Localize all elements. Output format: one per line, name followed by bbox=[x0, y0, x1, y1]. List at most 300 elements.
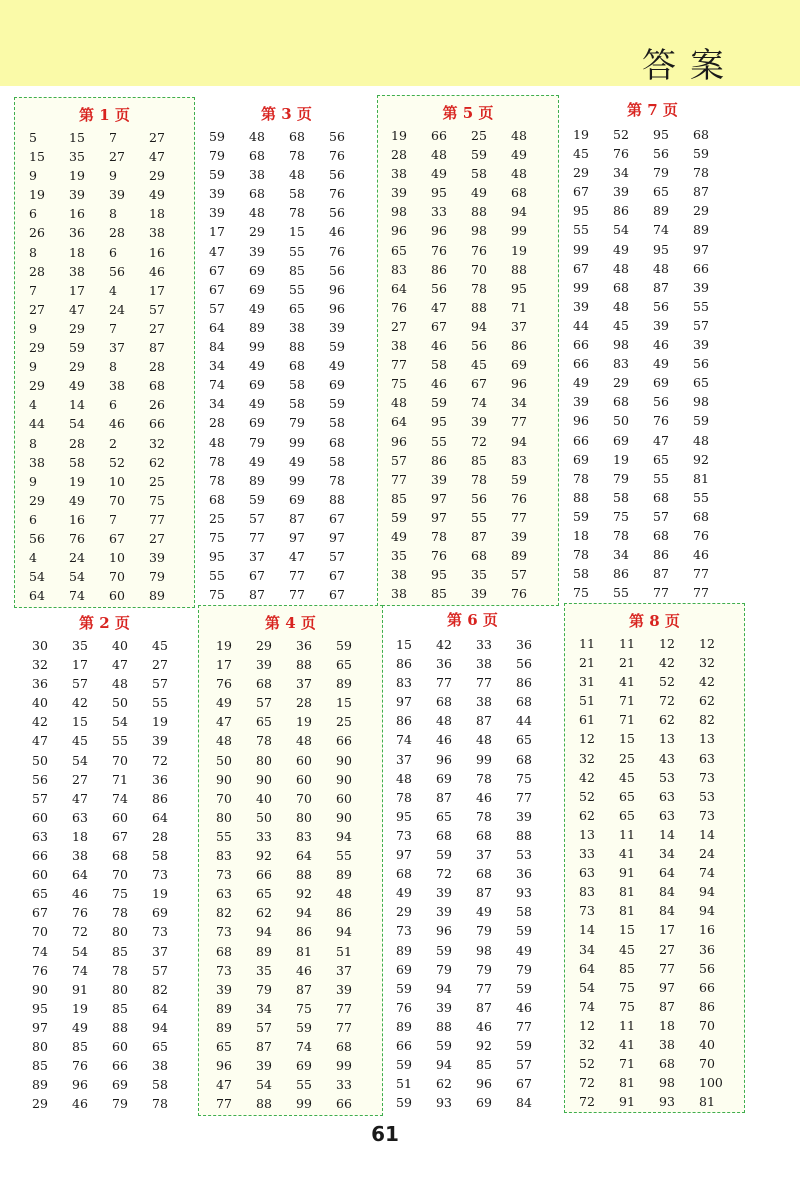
answer-value: 24 bbox=[699, 846, 715, 862]
answer-value: 73 bbox=[579, 903, 595, 919]
answer-value: 59 bbox=[391, 509, 407, 525]
answer-value: 19 bbox=[391, 128, 407, 143]
answer-value: 55 bbox=[653, 470, 669, 486]
answer-value: 60 bbox=[112, 1038, 128, 1054]
answer-value: 76 bbox=[431, 242, 447, 258]
answer-value: 39 bbox=[391, 185, 407, 201]
answer-value: 59 bbox=[209, 129, 225, 144]
answer-value: 19 bbox=[69, 473, 85, 489]
answer-value: 88 bbox=[112, 1019, 128, 1035]
answer-value: 47 bbox=[216, 714, 232, 730]
answer-value: 70 bbox=[112, 867, 128, 883]
answer-value: 57 bbox=[152, 962, 168, 978]
answer-value: 28 bbox=[109, 225, 125, 241]
answer-value: 73 bbox=[152, 867, 168, 883]
answer-value: 59 bbox=[396, 980, 412, 996]
answer-value: 99 bbox=[573, 279, 589, 295]
answer-value: 35 bbox=[72, 638, 88, 653]
answer-value: 78 bbox=[289, 148, 305, 164]
answer-value: 86 bbox=[296, 924, 312, 940]
answer-value: 28 bbox=[152, 828, 168, 844]
answer-value: 29 bbox=[256, 638, 272, 653]
answer-value: 57 bbox=[516, 1057, 532, 1073]
answer-value: 88 bbox=[289, 339, 305, 355]
answer-value: 77 bbox=[693, 566, 709, 582]
answer-value: 30 bbox=[32, 638, 48, 653]
answer-value: 79 bbox=[436, 961, 452, 977]
answer-value: 62 bbox=[256, 905, 272, 921]
answer-value: 39 bbox=[256, 1058, 272, 1074]
answer-value: 7 bbox=[29, 282, 37, 298]
answer-value: 39 bbox=[436, 904, 452, 920]
answer-value: 44 bbox=[573, 317, 589, 333]
answer-value: 49 bbox=[573, 375, 589, 391]
answer-value: 67 bbox=[431, 318, 447, 334]
answer-value: 75 bbox=[516, 770, 532, 786]
answer-grid bbox=[573, 125, 733, 602]
answer-value: 65 bbox=[256, 714, 272, 730]
answer-panel-p5 bbox=[377, 95, 559, 606]
answer-value: 94 bbox=[152, 1019, 168, 1035]
answer-value: 59 bbox=[209, 167, 225, 183]
answer-value: 98 bbox=[476, 942, 492, 958]
answer-value: 72 bbox=[659, 693, 675, 709]
answer-value: 76 bbox=[32, 962, 48, 978]
answer-value: 99 bbox=[573, 241, 589, 257]
answer-value: 87 bbox=[289, 510, 305, 526]
answer-value: 72 bbox=[436, 866, 452, 882]
answer-value: 68 bbox=[336, 1038, 352, 1054]
answer-value: 29 bbox=[69, 320, 85, 336]
answer-value: 88 bbox=[573, 489, 589, 505]
answer-value: 49 bbox=[391, 528, 407, 544]
answer-value: 40 bbox=[112, 638, 128, 653]
answer-value: 48 bbox=[613, 260, 629, 276]
answer-value: 76 bbox=[511, 586, 527, 602]
answer-value: 99 bbox=[336, 1058, 352, 1074]
answer-value: 37 bbox=[109, 340, 125, 356]
answer-value: 14 bbox=[579, 922, 595, 938]
answer-value: 48 bbox=[391, 395, 407, 411]
answer-value: 58 bbox=[152, 848, 168, 864]
answer-value: 25 bbox=[149, 473, 165, 489]
answer-value: 39 bbox=[69, 187, 85, 203]
answer-value: 39 bbox=[573, 394, 589, 410]
answer-value: 49 bbox=[249, 453, 265, 469]
answer-value: 12 bbox=[579, 731, 595, 747]
answer-value: 89 bbox=[653, 203, 669, 219]
answer-value: 79 bbox=[209, 148, 225, 164]
answer-value: 58 bbox=[613, 489, 629, 505]
answer-value: 68 bbox=[476, 827, 492, 843]
answer-value: 68 bbox=[396, 866, 412, 882]
answer-value: 12 bbox=[699, 636, 715, 651]
answer-value: 46 bbox=[109, 416, 125, 432]
answer-value: 34 bbox=[209, 396, 225, 412]
answer-value: 60 bbox=[112, 809, 128, 825]
answer-value: 77 bbox=[511, 509, 527, 525]
answer-value: 49 bbox=[289, 453, 305, 469]
answer-value: 14 bbox=[659, 826, 675, 842]
answer-value: 10 bbox=[109, 473, 125, 489]
answer-value: 99 bbox=[249, 339, 265, 355]
answer-value: 99 bbox=[289, 472, 305, 488]
answer-value: 87 bbox=[249, 587, 265, 603]
answer-value: 76 bbox=[471, 242, 487, 258]
answer-value: 57 bbox=[391, 452, 407, 468]
answer-value: 56 bbox=[516, 656, 532, 672]
answer-value: 69 bbox=[476, 1095, 492, 1111]
answer-value: 81 bbox=[619, 903, 635, 919]
answer-value: 19 bbox=[72, 1000, 88, 1016]
answer-value: 49 bbox=[329, 358, 345, 374]
answer-value: 49 bbox=[249, 396, 265, 412]
answer-value: 94 bbox=[336, 828, 352, 844]
answer-value: 60 bbox=[296, 752, 312, 768]
answer-value: 27 bbox=[659, 941, 675, 957]
answer-value: 48 bbox=[249, 129, 265, 144]
answer-value: 46 bbox=[431, 338, 447, 354]
answer-value: 68 bbox=[436, 827, 452, 843]
answer-value: 98 bbox=[659, 1075, 675, 1091]
answer-value: 97 bbox=[693, 241, 709, 257]
answer-value: 85 bbox=[72, 1038, 88, 1054]
answer-value: 38 bbox=[289, 319, 305, 335]
answer-value: 54 bbox=[112, 714, 128, 730]
answer-value: 87 bbox=[653, 566, 669, 582]
answer-value: 89 bbox=[256, 943, 272, 959]
answer-value: 78 bbox=[209, 472, 225, 488]
answer-value: 89 bbox=[693, 222, 709, 238]
answer-value: 57 bbox=[653, 508, 669, 524]
answer-value: 68 bbox=[613, 394, 629, 410]
answer-value: 57 bbox=[32, 790, 48, 806]
answer-value: 95 bbox=[431, 567, 447, 583]
answer-value: 86 bbox=[336, 905, 352, 921]
answer-value: 6 bbox=[109, 397, 117, 413]
answer-value: 57 bbox=[72, 676, 88, 692]
answer-value: 69 bbox=[396, 961, 412, 977]
answer-value: 78 bbox=[693, 165, 709, 181]
answer-value: 94 bbox=[699, 884, 715, 900]
answer-value: 28 bbox=[29, 263, 45, 279]
answer-value: 84 bbox=[516, 1095, 532, 1111]
answer-value: 95 bbox=[511, 280, 527, 296]
answer-value: 67 bbox=[471, 376, 487, 392]
answer-value: 39 bbox=[216, 981, 232, 997]
answer-value: 62 bbox=[149, 454, 165, 470]
answer-value: 49 bbox=[69, 492, 85, 508]
answer-value: 86 bbox=[613, 566, 629, 582]
answer-value: 98 bbox=[693, 394, 709, 410]
answer-value: 71 bbox=[619, 1056, 635, 1072]
answer-value: 6 bbox=[29, 511, 37, 527]
answer-value: 86 bbox=[653, 547, 669, 563]
answer-value: 48 bbox=[693, 432, 709, 448]
answer-value: 71 bbox=[619, 693, 635, 709]
answer-value: 87 bbox=[256, 1038, 272, 1054]
answer-value: 76 bbox=[511, 490, 527, 506]
answer-value: 56 bbox=[32, 771, 48, 787]
answer-value: 97 bbox=[659, 979, 675, 995]
answer-value: 36 bbox=[296, 638, 312, 653]
answer-value: 78 bbox=[471, 280, 487, 296]
answer-value: 45 bbox=[613, 317, 629, 333]
answer-value: 52 bbox=[613, 127, 629, 142]
answer-value: 39 bbox=[511, 528, 527, 544]
answer-value: 35 bbox=[256, 962, 272, 978]
answer-value: 51 bbox=[579, 693, 595, 709]
answer-value: 9 bbox=[29, 320, 37, 336]
answer-value: 76 bbox=[72, 1058, 88, 1074]
answer-value: 86 bbox=[699, 998, 715, 1014]
answer-value: 64 bbox=[296, 848, 312, 864]
answer-value: 77 bbox=[436, 675, 452, 691]
answer-value: 64 bbox=[391, 280, 407, 296]
answer-value: 73 bbox=[396, 923, 412, 939]
answer-value: 44 bbox=[29, 416, 45, 432]
answer-value: 79 bbox=[653, 165, 669, 181]
answer-value: 36 bbox=[516, 866, 532, 882]
answer-value: 37 bbox=[152, 943, 168, 959]
answer-value: 80 bbox=[112, 981, 128, 997]
answer-value: 41 bbox=[619, 846, 635, 862]
answer-value: 39 bbox=[436, 999, 452, 1015]
answer-value: 35 bbox=[391, 548, 407, 564]
answer-value: 16 bbox=[69, 511, 85, 527]
answer-value: 48 bbox=[336, 886, 352, 902]
answer-value: 87 bbox=[659, 998, 675, 1014]
answer-value: 49 bbox=[471, 185, 487, 201]
answer-value: 88 bbox=[296, 867, 312, 883]
answer-grid bbox=[29, 128, 189, 605]
answer-value: 68 bbox=[516, 694, 532, 710]
answer-value: 56 bbox=[29, 530, 45, 546]
answer-value: 68 bbox=[693, 127, 709, 142]
answer-value: 54 bbox=[69, 569, 85, 585]
page-number: 61 bbox=[371, 1122, 399, 1146]
answer-value: 18 bbox=[573, 527, 589, 543]
answer-value: 85 bbox=[476, 1057, 492, 1073]
answer-value: 15 bbox=[72, 714, 88, 730]
answer-value: 46 bbox=[476, 789, 492, 805]
answer-value: 68 bbox=[653, 527, 669, 543]
answer-value: 9 bbox=[29, 168, 37, 184]
answer-value: 54 bbox=[579, 979, 595, 995]
answer-value: 49 bbox=[396, 885, 412, 901]
answer-value: 69 bbox=[613, 432, 629, 448]
answer-value: 29 bbox=[249, 224, 265, 240]
answer-value: 24 bbox=[109, 301, 125, 317]
answer-value: 46 bbox=[296, 962, 312, 978]
answer-value: 67 bbox=[329, 510, 345, 526]
answer-grid bbox=[216, 636, 376, 1113]
answer-value: 87 bbox=[693, 184, 709, 200]
answer-value: 65 bbox=[619, 788, 635, 804]
answer-value: 83 bbox=[579, 884, 595, 900]
answer-value: 64 bbox=[391, 414, 407, 430]
answer-value: 88 bbox=[329, 491, 345, 507]
answer-value: 70 bbox=[471, 261, 487, 277]
answer-value: 27 bbox=[72, 771, 88, 787]
answer-value: 29 bbox=[32, 1096, 48, 1112]
answer-value: 65 bbox=[289, 300, 305, 316]
answer-value: 72 bbox=[579, 1075, 595, 1091]
answer-value: 15 bbox=[289, 224, 305, 240]
answer-value: 58 bbox=[329, 415, 345, 431]
answer-value: 35 bbox=[69, 149, 85, 165]
answer-value: 82 bbox=[699, 712, 715, 728]
answer-value: 63 bbox=[659, 788, 675, 804]
answer-value: 31 bbox=[579, 674, 595, 690]
answer-value: 63 bbox=[72, 809, 88, 825]
answer-value: 75 bbox=[619, 979, 635, 995]
answer-value: 60 bbox=[296, 771, 312, 787]
answer-value: 18 bbox=[69, 244, 85, 260]
answer-value: 61 bbox=[579, 712, 595, 728]
answer-value: 7 bbox=[109, 511, 117, 527]
answer-value: 59 bbox=[329, 339, 345, 355]
answer-value: 45 bbox=[72, 733, 88, 749]
answer-value: 13 bbox=[659, 731, 675, 747]
answer-value: 97 bbox=[289, 529, 305, 545]
answer-value: 32 bbox=[32, 657, 48, 673]
answer-value: 39 bbox=[471, 586, 487, 602]
answer-value: 63 bbox=[579, 865, 595, 881]
answer-value: 27 bbox=[391, 318, 407, 334]
answer-value: 50 bbox=[216, 752, 232, 768]
answer-value: 78 bbox=[396, 789, 412, 805]
answer-value: 48 bbox=[396, 770, 412, 786]
answer-value: 15 bbox=[619, 922, 635, 938]
answer-value: 94 bbox=[511, 433, 527, 449]
answer-value: 25 bbox=[619, 750, 635, 766]
answer-value: 55 bbox=[112, 733, 128, 749]
answer-value: 68 bbox=[149, 378, 165, 394]
answer-value: 48 bbox=[216, 733, 232, 749]
answer-value: 92 bbox=[256, 848, 272, 864]
answer-value: 72 bbox=[471, 433, 487, 449]
answer-value: 67 bbox=[112, 828, 128, 844]
answer-value: 78 bbox=[573, 547, 589, 563]
answer-value: 81 bbox=[619, 884, 635, 900]
answer-value: 76 bbox=[391, 299, 407, 315]
answer-value: 95 bbox=[431, 414, 447, 430]
panel-title: 第 7 页 bbox=[627, 101, 678, 119]
answer-value: 79 bbox=[289, 415, 305, 431]
answer-value: 77 bbox=[476, 980, 492, 996]
answer-value: 83 bbox=[511, 452, 527, 468]
answer-value: 80 bbox=[112, 924, 128, 940]
answer-value: 17 bbox=[659, 922, 675, 938]
answer-value: 94 bbox=[256, 924, 272, 940]
answer-value: 38 bbox=[149, 225, 165, 241]
answer-value: 90 bbox=[336, 809, 352, 825]
answer-value: 48 bbox=[436, 713, 452, 729]
answer-value: 27 bbox=[109, 149, 125, 165]
answer-value: 60 bbox=[109, 588, 125, 604]
answer-value: 32 bbox=[579, 1036, 595, 1052]
answer-value: 25 bbox=[336, 714, 352, 730]
answer-value: 17 bbox=[216, 657, 232, 673]
answer-value: 99 bbox=[511, 223, 527, 239]
answer-value: 96 bbox=[436, 923, 452, 939]
answer-value: 38 bbox=[249, 167, 265, 183]
answer-value: 38 bbox=[391, 338, 407, 354]
answer-value: 58 bbox=[152, 1077, 168, 1093]
answer-value: 32 bbox=[699, 655, 715, 671]
answer-value: 39 bbox=[471, 414, 487, 430]
answer-value: 39 bbox=[431, 471, 447, 487]
answer-value: 67 bbox=[209, 281, 225, 297]
answer-value: 90 bbox=[336, 752, 352, 768]
answer-value: 86 bbox=[396, 656, 412, 672]
answer-value: 59 bbox=[396, 1057, 412, 1073]
answer-value: 99 bbox=[476, 751, 492, 767]
answer-value: 11 bbox=[619, 826, 635, 842]
answer-value: 77 bbox=[476, 675, 492, 691]
answer-value: 9 bbox=[109, 168, 117, 184]
answer-value: 49 bbox=[476, 904, 492, 920]
answer-value: 56 bbox=[329, 205, 345, 221]
answer-value: 76 bbox=[329, 148, 345, 164]
answer-value: 94 bbox=[336, 924, 352, 940]
answer-value: 74 bbox=[699, 865, 715, 881]
answer-value: 33 bbox=[476, 637, 492, 652]
answer-grid bbox=[396, 635, 556, 1112]
answer-value: 42 bbox=[32, 714, 48, 730]
answer-value: 93 bbox=[516, 885, 532, 901]
answer-value: 41 bbox=[619, 1036, 635, 1052]
answer-value: 18 bbox=[72, 828, 88, 844]
answer-value: 91 bbox=[619, 865, 635, 881]
answer-value: 75 bbox=[209, 529, 225, 545]
answer-value: 78 bbox=[573, 470, 589, 486]
answer-value: 27 bbox=[149, 320, 165, 336]
answer-value: 48 bbox=[431, 147, 447, 163]
answer-value: 56 bbox=[329, 262, 345, 278]
answer-value: 78 bbox=[256, 733, 272, 749]
answer-value: 89 bbox=[249, 319, 265, 335]
answer-value: 75 bbox=[209, 587, 225, 603]
answer-value: 86 bbox=[516, 675, 532, 691]
answer-value: 32 bbox=[579, 750, 595, 766]
answer-value: 97 bbox=[396, 847, 412, 863]
answer-value: 39 bbox=[152, 733, 168, 749]
answer-value: 56 bbox=[653, 146, 669, 162]
answer-value: 60 bbox=[336, 790, 352, 806]
answer-value: 75 bbox=[391, 376, 407, 392]
answer-value: 76 bbox=[69, 530, 85, 546]
answer-value: 87 bbox=[471, 528, 487, 544]
answer-value: 35 bbox=[471, 567, 487, 583]
answer-value: 92 bbox=[693, 451, 709, 467]
answer-value: 44 bbox=[516, 713, 532, 729]
answer-value: 33 bbox=[336, 1077, 352, 1093]
answer-value: 70 bbox=[699, 1017, 715, 1033]
answer-value: 18 bbox=[149, 206, 165, 222]
answer-value: 94 bbox=[471, 318, 487, 334]
answer-value: 49 bbox=[216, 695, 232, 711]
answer-value: 45 bbox=[619, 941, 635, 957]
answer-value: 17 bbox=[149, 282, 165, 298]
answer-value: 55 bbox=[152, 695, 168, 711]
answer-value: 89 bbox=[336, 676, 352, 692]
answer-value: 60 bbox=[32, 867, 48, 883]
answer-value: 63 bbox=[659, 807, 675, 823]
answer-value: 55 bbox=[471, 509, 487, 525]
answer-value: 65 bbox=[32, 886, 48, 902]
